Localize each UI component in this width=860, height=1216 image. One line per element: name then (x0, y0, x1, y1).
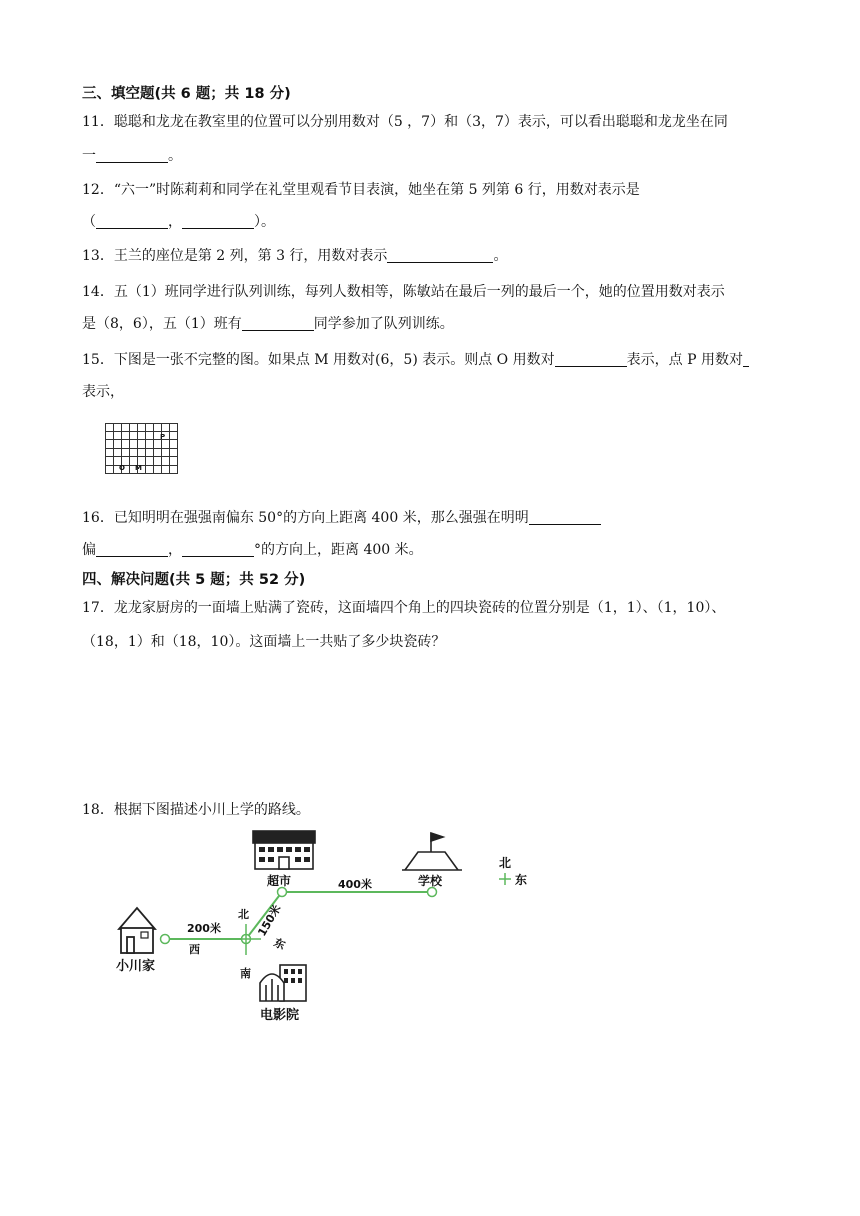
q12-text-a: （ (82, 214, 96, 230)
q13-text-pre: 13．王兰的座位是第 2 列，第 3 行，用数对表示 (82, 248, 388, 264)
q16-answer-blank-3[interactable] (182, 541, 254, 557)
grid-point-p-label: P (160, 433, 166, 441)
supermarket-icon (253, 831, 315, 869)
q15-text-b: 表示，点 P 用数对 (626, 352, 743, 368)
question-12-line-2 (82, 212, 275, 232)
node-home (161, 935, 170, 944)
q11-answer-blank[interactable] (96, 147, 168, 163)
question-13 (82, 246, 507, 266)
section-3-heading: 三、填空题(共 6 题；共 18 分) (82, 86, 291, 102)
direction-west-label: 西 (189, 943, 200, 956)
question-15-line-1 (82, 350, 749, 370)
direction-east-label: 东 (271, 935, 288, 953)
q15-answer-blank-1[interactable] (555, 351, 627, 367)
question-14-line-1: 14．五（1）班同学进行队列训练，每列人数相等，陈敏站在最后一列的最后一个，她的位置用数对表示 (82, 284, 725, 300)
question-17-line-2: （18，1）和（18，10）。这面墙上一共贴了多少块瓷砖？ (82, 634, 446, 650)
question-17-line-1: 17．龙龙家厨房的一面墙上贴满了瓷砖，这面墙四个角上的四块瓷砖的位置分别是（1，1）、（1，10）、 (82, 600, 726, 616)
grid-point-o-label: O (119, 464, 125, 472)
q11-text-pre: 一 (82, 148, 96, 164)
question-16-line-2 (82, 540, 423, 560)
compass-north-label: 北 (499, 856, 512, 870)
q15-text-a: 15．下图是一张不完整的图。如果点 M 用数对(6，5) 表示。则点 O 用数对 (82, 352, 555, 368)
q12-text-b: ， (168, 214, 182, 230)
q14-text-post: 同学参加了队列训练。 (313, 316, 454, 332)
distance-150-label: 150米 (255, 902, 284, 939)
coordinate-grid-figure (105, 423, 181, 481)
q12-answer-blank-1[interactable] (96, 213, 168, 229)
q14-text-pre: 是（8，6），五（1）班有 (82, 316, 242, 332)
q11-text-post: 。 (168, 148, 182, 164)
direction-north-label: 北 (238, 908, 249, 921)
route-map-figure (110, 825, 550, 1034)
q16-answer-blank-1[interactable] (529, 509, 601, 525)
q16-text-b: ， (168, 542, 182, 558)
question-14-line-2 (82, 314, 454, 334)
q16-text-pre: 16．已知明明在强强南偏东 50°的方向上距离 400 米，那么强强在明明 (82, 510, 529, 526)
supermarket-label: 超市 (267, 874, 292, 888)
home-label: 小川家 (116, 959, 156, 974)
school-label: 学校 (418, 874, 443, 888)
question-18-line-1: 18．根据下图描述小川上学的路线。 (82, 802, 310, 818)
cinema-icon (260, 965, 306, 1001)
q16-text-a: 偏 (82, 542, 96, 558)
q15-answer-blank-2[interactable] (743, 351, 749, 367)
school-icon (402, 833, 462, 870)
node-school (428, 888, 437, 897)
question-11-line-1: 11．聪聪和龙龙在教室里的位置可以分别用数对（5 ，7）和（3，7）表示，可以看出聪聪和龙龙坐在同 (82, 114, 728, 130)
question-16-line-1 (82, 508, 601, 528)
question-11-line-2 (82, 146, 182, 166)
grid-point-m-label: M (135, 464, 142, 472)
distance-200-label: 200米 (187, 922, 221, 935)
section-4-heading: 四、解决问题(共 5 题；共 52 分) (82, 572, 306, 588)
q16-answer-blank-2[interactable] (96, 541, 168, 557)
question-12-line-1: 12．“六一”时陈莉莉和同学在礼堂里观看节目表演，她坐在第 5 列第 6 行，用数对表示是 (82, 182, 640, 198)
q12-text-c: ）。 (254, 214, 275, 230)
distance-400-label: 400米 (338, 878, 372, 891)
compass-icon (499, 856, 527, 887)
compass-east-label: 东 (515, 873, 528, 887)
cinema-label: 电影院 (260, 1008, 300, 1023)
q16-text-c: °的方向上，距离 400 米。 (254, 542, 423, 558)
q13-answer-blank[interactable] (387, 247, 493, 263)
q14-answer-blank[interactable] (242, 315, 314, 331)
q12-answer-blank-2[interactable] (182, 213, 254, 229)
node-supermarket (278, 888, 287, 897)
q13-text-post: 。 (493, 248, 508, 264)
home-icon (119, 908, 155, 953)
direction-south-label: 南 (240, 967, 251, 980)
question-15-line-2: 表示， (82, 384, 124, 400)
